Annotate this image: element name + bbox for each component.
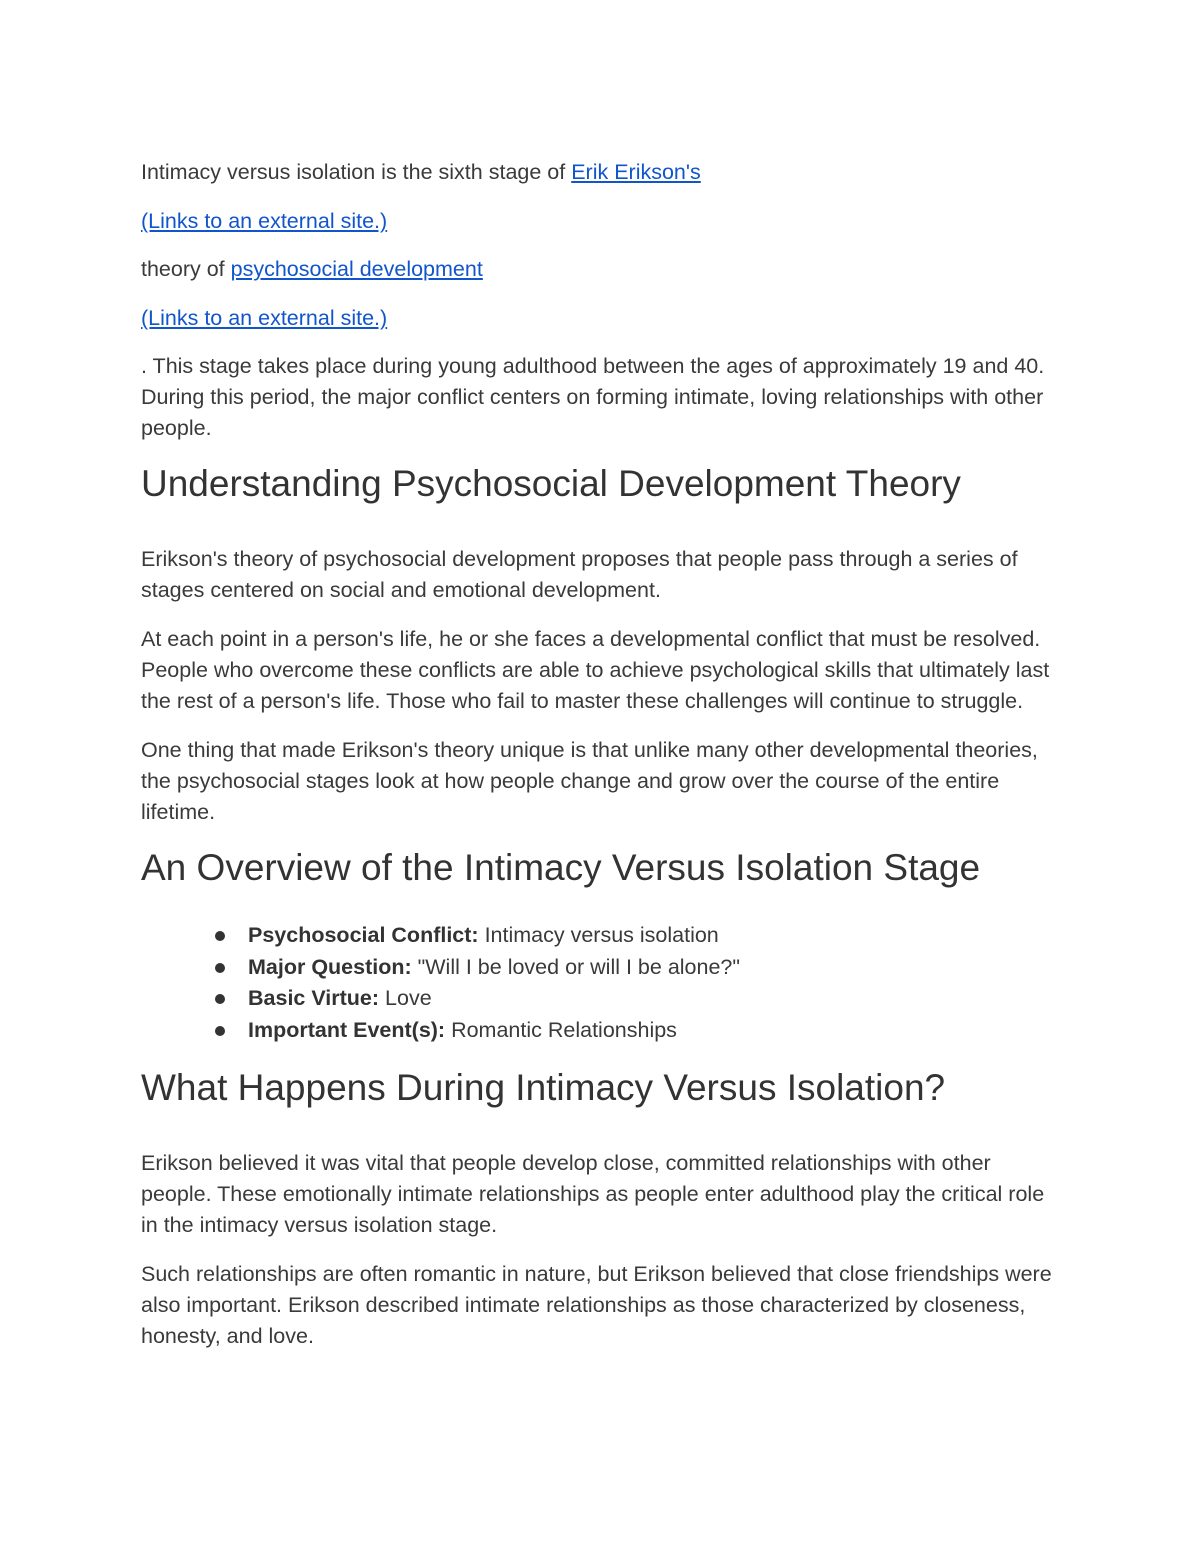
intro-paragraph: . This stage takes place during young adulthood between the ages of approximately 19 and 40. During this period, the major conflict centers on forming intimate, loving relationships with other people. [141, 354, 1045, 440]
fact-item-virtue [215, 983, 1056, 1015]
external-link-line-2 [141, 303, 1056, 334]
section3-paragraph-1: Erikson believed it was vital that people develop close, committed relationships with other people. These emotionally intimate relationships as people enter adulthood play the critical role in the intimacy versus isolation stage. [141, 1151, 1045, 1237]
section3-paragraph-2: Such relationships are often romantic in nature, but Erikson believed that close friendships were also important. Erikson described intimate relationships as those characterized by closeness, honesty, and love. [141, 1262, 1052, 1348]
fact-value: Love [379, 986, 432, 1010]
section1-paragraph-3: One thing that made Erikson's theory unique is that unlike many other developmental theories, the psychosocial stages look at how people change and grow over the course of the entire lifetime. [141, 738, 1038, 824]
external-site-link-1[interactable]: (Links to an external site.) [141, 209, 388, 233]
section1-paragraph-1: Erikson's theory of psychosocial development proposes that people pass through a series of stages centered on social and emotional development. [141, 547, 1018, 602]
fact-item-question [215, 952, 1056, 984]
heading-understanding-theory: Understanding Psychosocial Development Theory [141, 463, 961, 504]
intro-line-2 [141, 254, 1056, 285]
bullet-icon [215, 963, 225, 973]
external-site-link-2[interactable]: (Links to an external site.) [141, 306, 388, 330]
fact-label: Major Question: [248, 954, 412, 979]
fact-item-event [215, 1015, 1056, 1047]
section1-paragraph-2: At each point in a person's life, he or she faces a developmental conflict that must be resolved. People who overcome these conflicts are able to achieve psychological skills that ultimately last the rest of a person's life. Those who fail to master these challenges will continue to struggle. [141, 627, 1050, 713]
fact-value: Intimacy versus isolation [478, 923, 719, 947]
intro-line-2-text: theory of [141, 257, 231, 281]
heading-what-happens: What Happens During Intimacy Versus Isolation? [141, 1067, 946, 1108]
heading-overview-stage: An Overview of the Intimacy Versus Isolation Stage [141, 847, 981, 888]
stage-facts-list [141, 920, 1056, 1046]
fact-value: "Will I be loved or will I be alone?" [411, 954, 741, 979]
fact-label: Basic Virtue: [248, 986, 380, 1010]
fact-item-conflict [215, 920, 1056, 952]
erik-erikson-link[interactable]: Erik Erikson's [571, 160, 701, 184]
fact-value: Romantic Relationships [445, 1017, 677, 1042]
document-page [141, 157, 1056, 1370]
bullet-icon [215, 931, 225, 941]
fact-label: Important Event(s): [248, 1017, 446, 1042]
bullet-icon [215, 1026, 225, 1036]
external-link-line-1 [141, 206, 1056, 237]
psychosocial-development-link[interactable]: psychosocial development [230, 257, 483, 281]
bullet-icon [215, 994, 225, 1004]
intro-line-1 [141, 157, 1056, 188]
fact-label: Psychosocial Conflict: [248, 923, 479, 947]
intro-line-1-text: Intimacy versus isolation is the sixth stage of [141, 160, 572, 184]
